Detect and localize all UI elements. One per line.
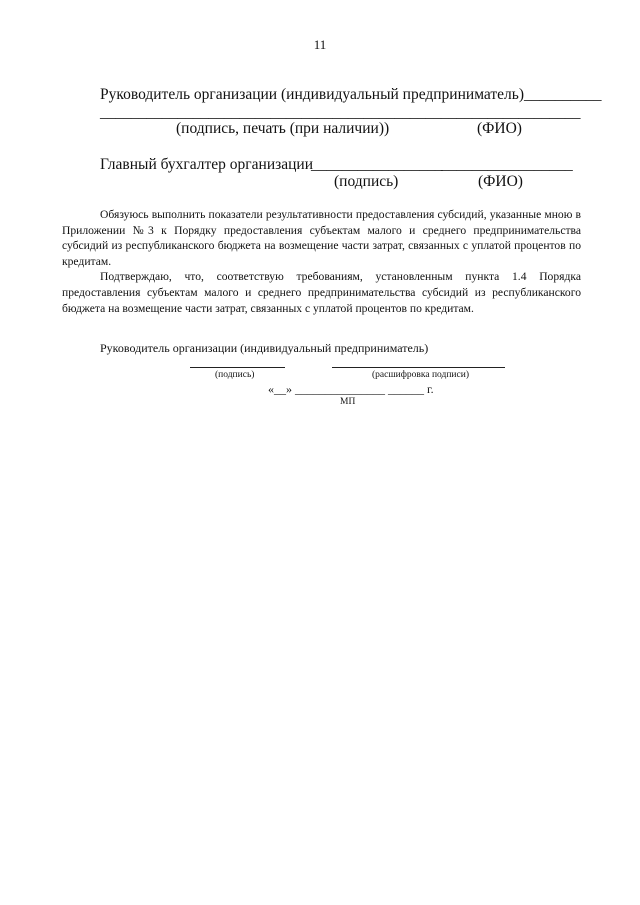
- head-fio-blank: __________________: [441, 104, 581, 121]
- paragraph-obligation: Обязуюсь выполнить показатели результативности предоставления субсидий, указанные мною в Приложении №3 к Порядку предоставления субъектам малого и среднего предпринимательства субсидий из республиканского бюджета на возмещение части затрат, связанных с уплатой процентов по кредитам.: [62, 208, 581, 268]
- head-signature-blank-left: ____________________________________________: [100, 104, 441, 121]
- obligations-text: [62, 207, 581, 316]
- signature-transcript-line: [332, 367, 505, 368]
- bottom-signature-caption: (подпись): [215, 370, 255, 380]
- bottom-transcript-caption: (расшифровка подписи): [372, 370, 469, 380]
- paragraph-confirmation: Подтверждаю, что, соответствую требованиям, установленным пункта 1.4 Порядка предоставления субъектам малого и среднего предпринимательства субсидий из республиканского бюджета на возмещение части затрат, связанных с уплатой процентов по кредитам.: [62, 270, 581, 315]
- head-fio-caption: (ФИО): [477, 120, 522, 137]
- accountant-fio-caption: (ФИО): [478, 173, 523, 190]
- head-signature-title: Руководитель организации (индивидуальный предприниматель)__________: [100, 86, 602, 103]
- head-signature-caption: (подпись, печать (при наличии)): [176, 120, 390, 137]
- bottom-signature-label: Руководитель организации (индивидуальный предприниматель): [100, 341, 429, 355]
- signature-line: [190, 367, 285, 368]
- page-number: 11: [313, 37, 327, 52]
- accountant-fio-blank: _________________: [441, 156, 573, 173]
- accountant-label: Главный бухгалтер организации: [100, 156, 314, 173]
- date-line: «__» _______________ ______ г.: [268, 382, 434, 396]
- accountant-signature-caption: (подпись): [334, 173, 399, 190]
- stamp-place-label: МП: [340, 397, 356, 407]
- accountant-signature-blank: _________________: [311, 156, 443, 173]
